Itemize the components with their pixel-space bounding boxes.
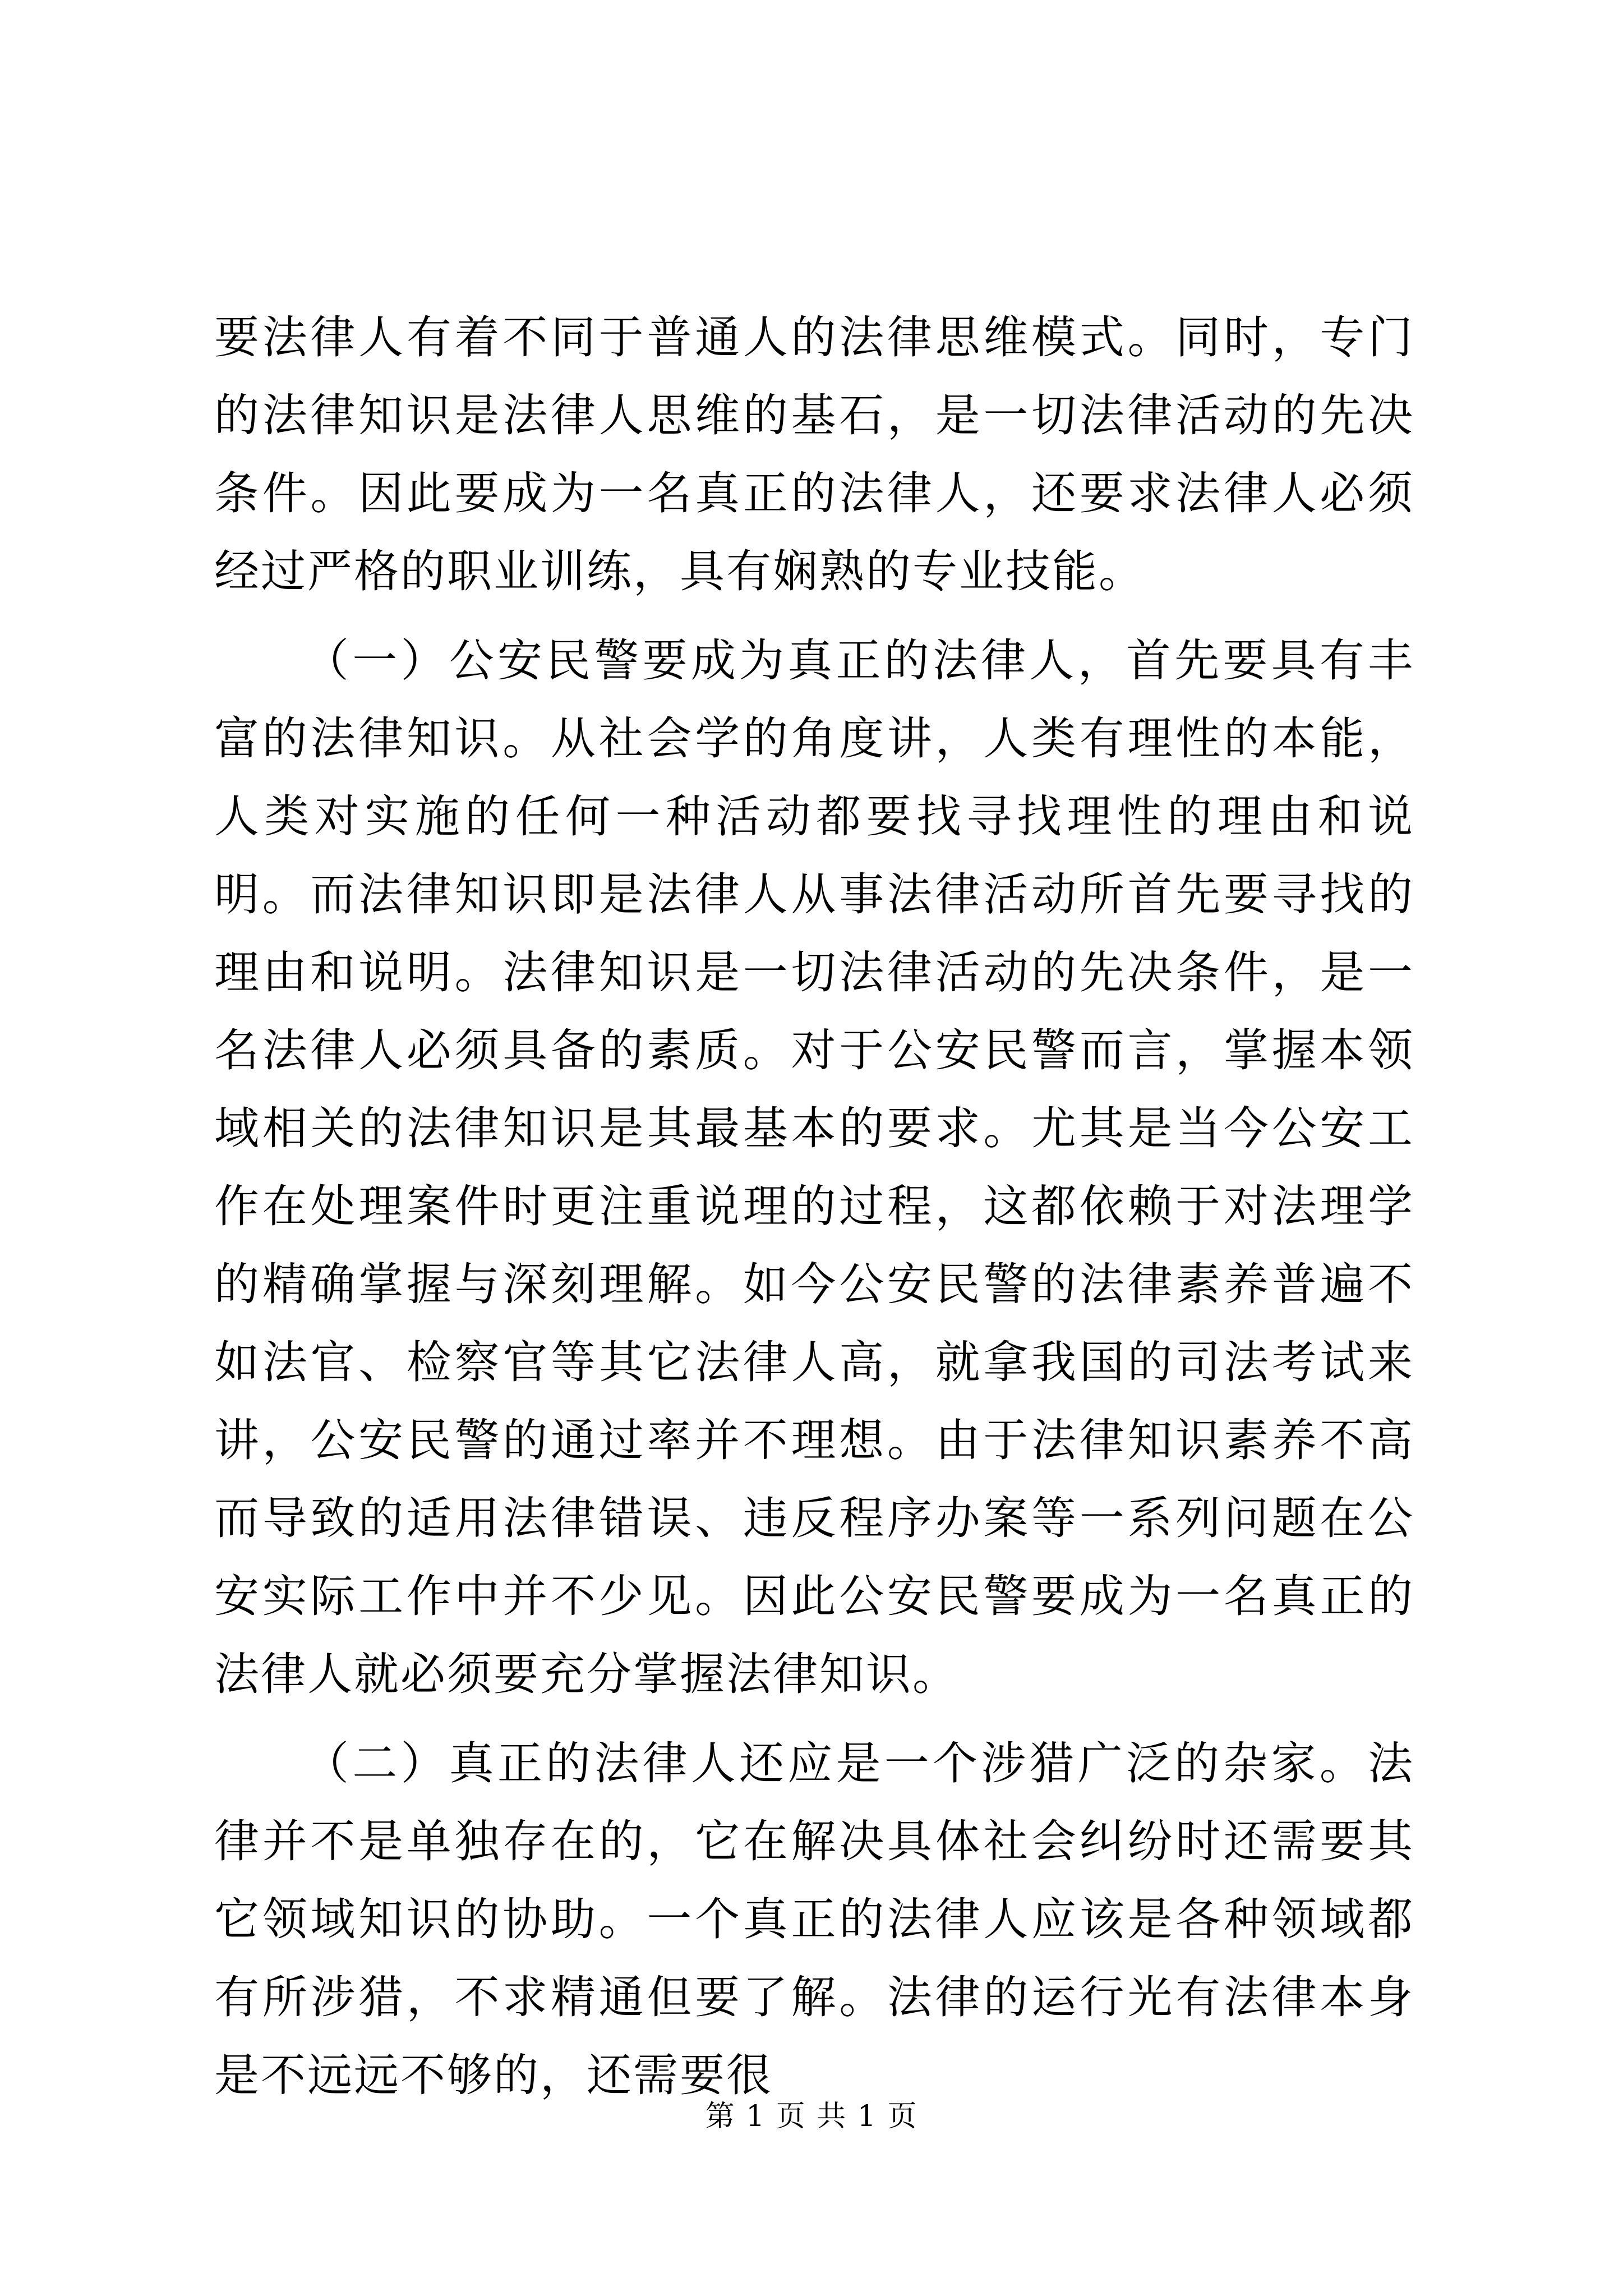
page-footer: 第 1 页 共 1 页 bbox=[705, 2100, 918, 2133]
paragraph-section-2: （二）真正的法律人还应是一个涉猎广泛的杂家。法律并不是单独存在的，它在解决具体社会纠纷时还需要其它领域知识的协助。一个真正的法律人应该是各种领域都有所涉猎，不求精通但要了解。法律的运行光有法律本身是不远远不够的，还需要很 bbox=[214, 1737, 1414, 2101]
document-body bbox=[214, 298, 1414, 2114]
paragraph-section-1: （一）公安民警要成为真正的法律人，首先要具有丰富的法律知识。从社会学的角度讲，人类有理性的本能，人类对实施的任何一种活动都要找寻找理性的理由和说明。而法律知识即是法律人从事法律活动所首先要寻找的理由和说明。法律知识是一切法律活动的先决条件，是一名法律人必须具备的素质。对于公安民警而言，掌握本领域相关的法律知识是其最基本的要求。尤其是当今公安工作在处理案件时更注重说理的过程，这都依赖于对法理学的精确掌握与深刻理解。如今公安民警的法律素养普遍不如法官、检察官等其它法律人高，就拿我国的司法考试来讲，公安民警的通过率并不理想。由于法律知识素养不高而导致的适用法律错误、违反程序办案等一系列问题在公安实际工作中并不少见。因此公安民警要成为一名真正的法律人就必须要充分掌握法律知识。 bbox=[214, 634, 1414, 1700]
paragraph-continuation: 要法律人有着不同于普通人的法律思维模式。同时，专门的法律知识是法律人思维的基石，是一切法律活动的先决条件。因此要成为一名真正的法律人，还要求法律人必须经过严格的职业训练，具有娴熟的专业技能。 bbox=[214, 311, 1414, 597]
